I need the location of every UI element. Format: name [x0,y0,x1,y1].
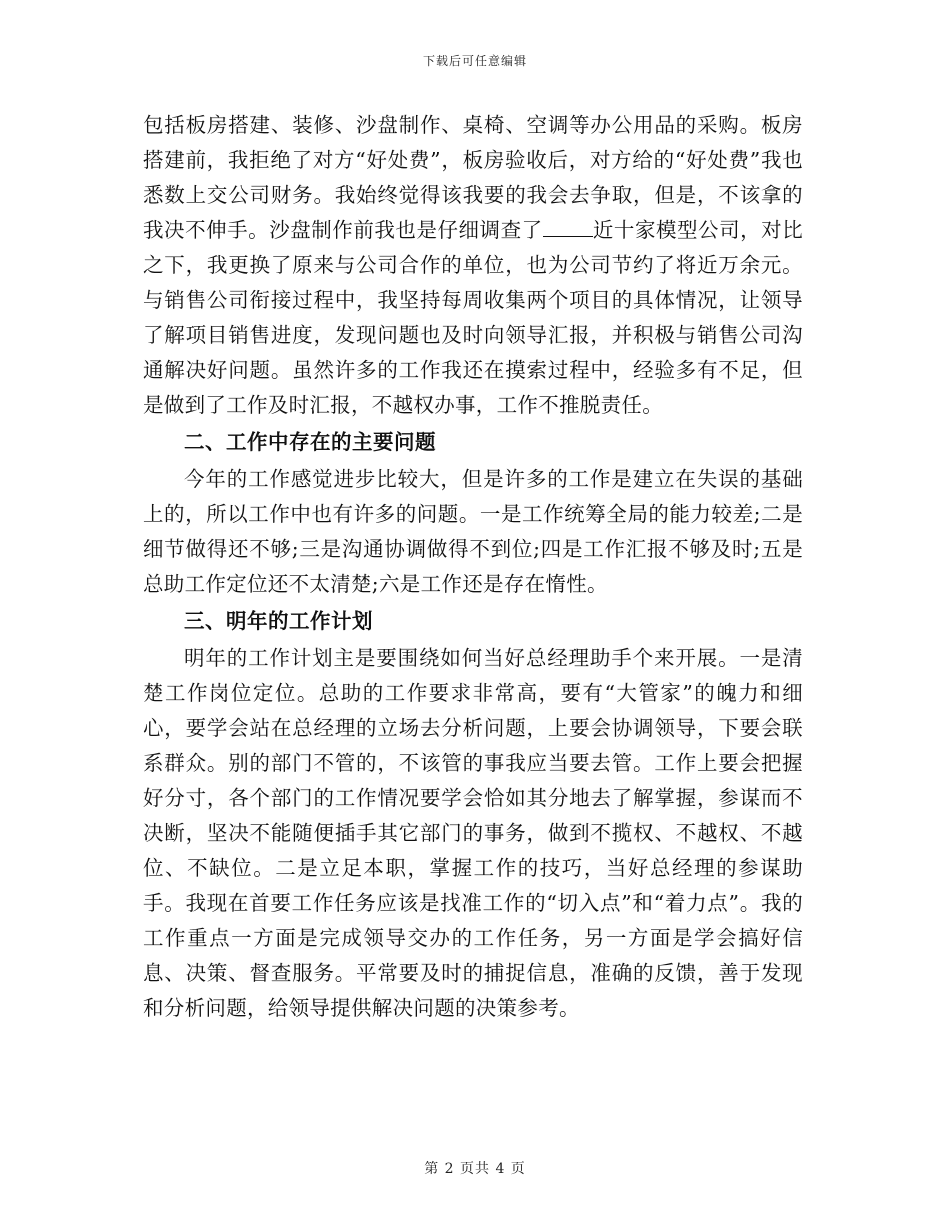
section-heading-3: 三、明年的工作计划 [184,609,373,633]
section-heading-2: 二、工作中存在的主要问题 [184,430,436,454]
paragraph-1-part-b: 近十家模型公司，对比之下，我更换了原来与公司合作的单位，也为公司节约了将近万余元。与销售公司衔接过程中，我坚持每周收集两个项目的具体情况，让领导了解项目销售进度，发现问题也及时向领导汇报，并积极与销售公司沟通解决好问题。虽然许多的工作我还在摸索过程中，经验多有不足，但是做到了工作及时汇报，不越权办事，工作不推脱责任。 [143,218,803,417]
document-body [143,108,803,1026]
paragraph-1-part-a: 包括板房搭建、装修、沙盘制作、桌椅、空调等办公用品的采购。板房搭建前，我拒绝了对方“好处费”，板房验收后，对方给的“好处费”我也悉数上交公司财务。我始终觉得该我要的我会去争取，但是，不该拿的我决不伸手。沙盘制作前我也是仔细调查了 [143,113,803,242]
paragraph-3: 明年的工作计划主是要围绕如何当好总经理助手个来开展。一是清楚工作岗位定位。总助的工作要求非常高，要有“大管家”的魄力和细心，要学会站在总经理的立场去分析问题，上要会协调领导，下要会联系群众。别的部门不管的，不该管的事我应当要去管。工作上要会把握好分寸，各个部门的工作情况要学会恰如其分地去了解掌握，参谋而不决断，坚决不能随便插手其它部门的事务，做到不揽权、不越权、不越位、不缺位。二是立足本职，掌握工作的技巧，当好总经理的参谋助手。我现在首要工作任务应该是找准工作的“切入点”和“着力点”。我的工作重点一方面是完成领导交办的工作任务，另一方面是学会搞好信息、决策、督查服务。平常要及时的捕捉信息，准确的反馈，善于发现和分析问题，给领导提供解决问题的决策参考。 [143,646,803,1020]
page-footer: 第 2 页共 4 页 [424,1161,526,1177]
fill-in-blank [543,218,593,237]
page-header: 下载后可任意编辑 [422,54,527,68]
paragraph-2: 今年的工作感觉进步比较大，但是许多的工作是建立在失误的基础上的，所以工作中也有许多的问题。一是工作统筹全局的能力较差;二是细节做得还不够;三是沟通协调做得不到位;四是工作汇报不够及时;五是总助工作定位还不太清楚;六是工作还是存在惰性。 [143,467,803,596]
paragraph-1 [143,108,803,423]
